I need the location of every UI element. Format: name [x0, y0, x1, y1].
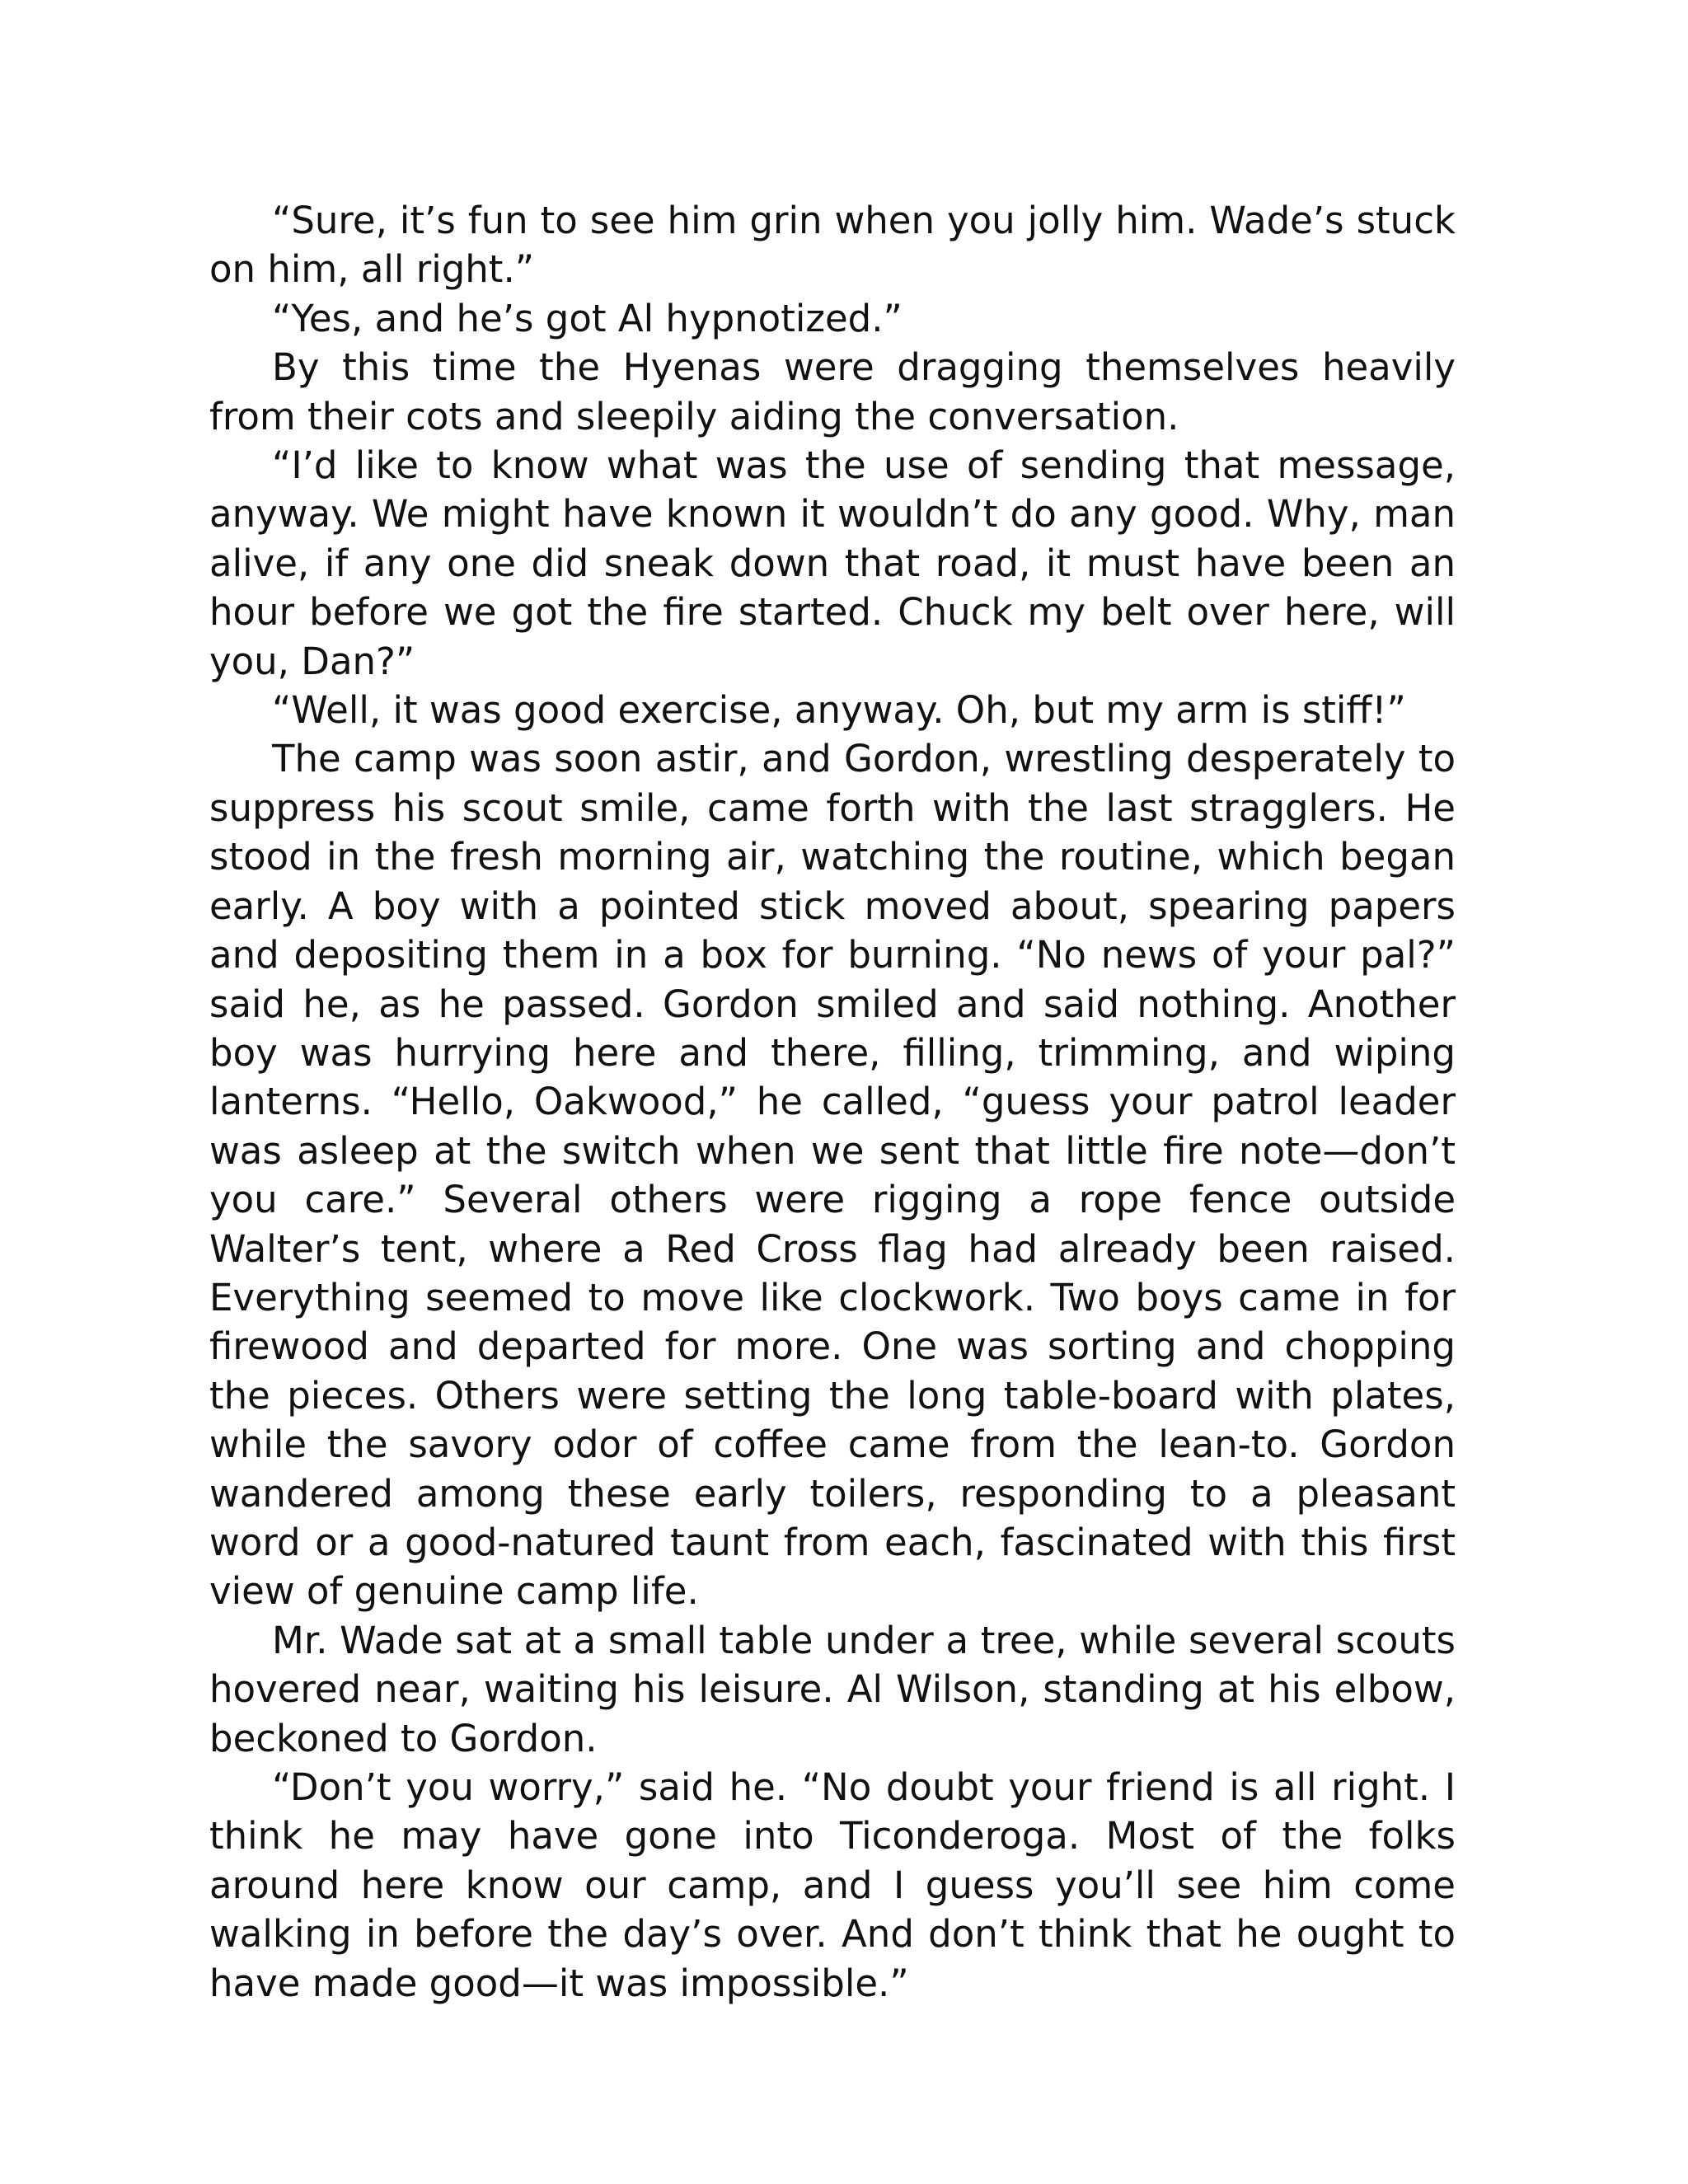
paragraph-1: “Sure, it’s fun to see him grin when you jolly him. Wade’s stuck on him, all right.” [209, 199, 1456, 292]
paragraph-3: By this time the Hyenas were dragging themselves heavily from their cots and sleepily aiding the conversation. [209, 345, 1456, 438]
paragraph-2: “Yes, and he’s got Al hypnotized.” [272, 296, 903, 340]
book-page-text [209, 196, 1456, 2008]
paragraph-6: The camp was soon astir, and Gordon, wrestling desperately to suppress his scout smile, came forth with the last stragglers. He stood in the fresh morning air, watching the routine, which began early. A boy with a pointed stick moved about, spearing papers and depositing them in a box for burning. “No news of your pal?” said he, as he passed. Gordon smiled and said nothing. Another boy was hurrying here and there, filling, trimming, and wiping lanterns. “Hello, Oakwood,” he called, “guess your patrol leader was asleep at the switch when we sent that little fire note—don’t you care.” Several others were rigging a rope fence outside Walter’s tent, where a Red Cross flag had already been raised. Everything seemed to move like clockwork. Two boys came in for firewood and departed for more. One was sorting and chopping the pieces. Others were setting the long table-board with plates, while the savory odor of coffee came from the lean-to. Gordon wandered among these early toilers, responding to a pleasant word or a good-natured taunt from each, fascinated with this first view of genuine camp life. [209, 737, 1456, 1614]
paragraph-7: Mr. Wade sat at a small table under a tree, while several scouts hovered near, waiting his leisure. Al Wilson, standing at his elbow, beckoned to Gordon. [209, 1618, 1456, 1760]
paragraph-5: “Well, it was good exercise, anyway. Oh, but my arm is stiff!” [272, 688, 1406, 733]
paragraph-8: “Don’t you worry,” said he. “No doubt your friend is all right. I think he may have gone into Ticonderoga. Most of the folks around here know our camp, and I guess you’ll see him come walking in before the day’s over. And don’t think that he ought to have made good—it was impossible.” [209, 1765, 1456, 2005]
paragraph-4: “I’d like to know what was the use of sending that message, anyway. We might have known it wouldn’t do any good. Why, man alive, if any one did sneak down that road, it must have been an hour before we got the fire started. Chuck my belt over here, will you, Dan?” [209, 443, 1456, 683]
